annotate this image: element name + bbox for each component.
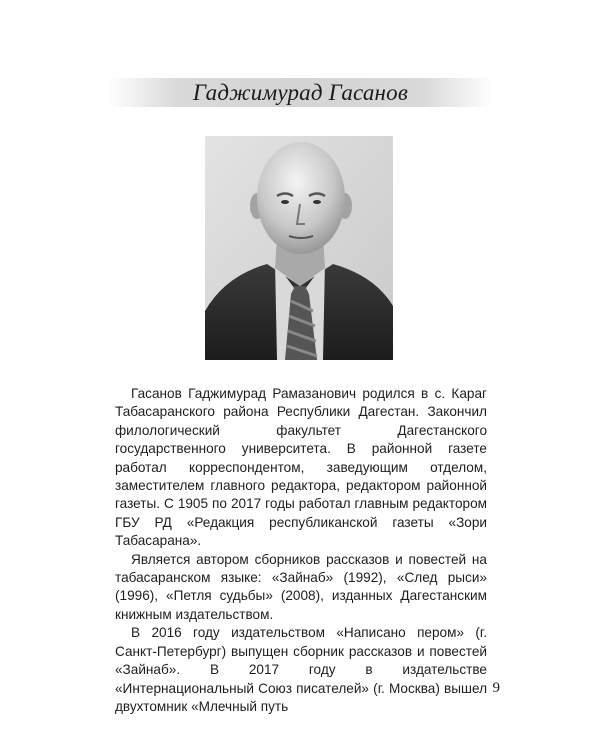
paragraph: Является автором сборников рассказов и повестей на табасаранском языке: «Зайнаб» (1992), «След рыси» (1996), «Петля судьбы» (2008), изданных Дагестанским книжным издательством.	[115, 551, 487, 622]
author-portrait	[205, 136, 393, 360]
paragraph: Гасанов Гаджимурад Рамазанович родился в с. Караг Табасаранского района Республики Дагестан. Закончил филологический факультет Дагестанского государственного университета. В районной газете работал корреспондентом, заведующим отделом, заместителем главного редактора, редактором районной газеты. С 1905 по 2017 годы работал главным редактором ГБУ РД «Редакция республиканской газеты «Зори Табасарана».	[115, 386, 487, 549]
page-number: 9	[492, 680, 500, 696]
page-title: Гаджимурад Гасанов	[192, 80, 409, 105]
paragraph: В 2016 году издательством «Написано пером» (г. Санкт-Петербург) выпущен сборник рассказов и повестей «Зайнаб». В 2017 году в издательстве «Интернациональный Союз писателей» (г. Москва) вышел двухтомник «Млечный путь	[115, 625, 487, 714]
biography-text	[115, 385, 487, 716]
